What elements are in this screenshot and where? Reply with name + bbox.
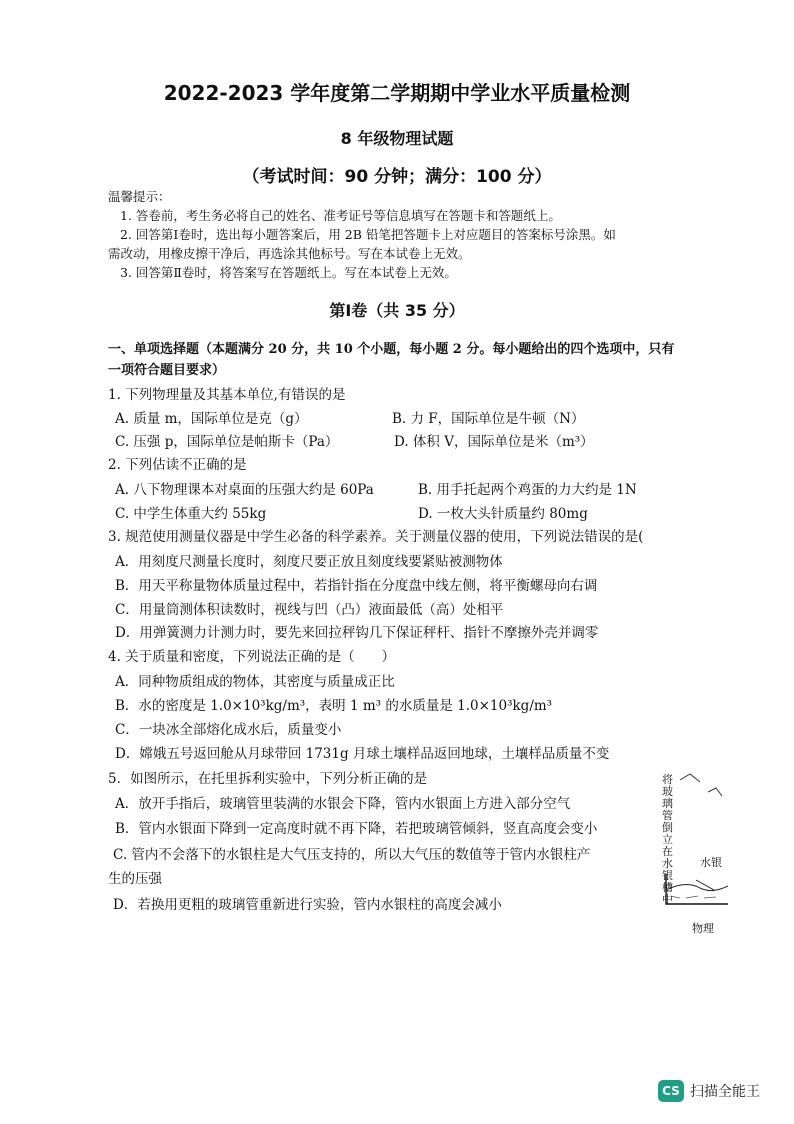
part-heading-line-2: 一项符合题目要求） xyxy=(108,363,226,378)
q2-option-c: C. 中学生体重大约 55kg xyxy=(115,506,267,522)
q3-option-b: B．用天平称量物体质量过程中，若指针指在分度盘中线左侧，将平衡螺母向右调 xyxy=(115,578,598,594)
mercury-label: 水银 xyxy=(700,856,722,869)
q3-option-a: A．用刻度尺测量长度时，刻度尺要正放且刻度线要紧贴被测物体 xyxy=(115,554,503,570)
q1-option-c: C. 压强 p，国际单位是帕斯卡（Pa） xyxy=(115,434,339,450)
camscanner-logo: CS xyxy=(658,1080,684,1102)
exam-info: （考试时间：90 分钟；满分：100 分） xyxy=(242,167,552,187)
q3-option-c: C．用量筒测体积读数时，视线与凹（凸）液面最低（高）处相平 xyxy=(115,602,504,618)
q1-option-a: A. 质量 m，国际单位是克（g） xyxy=(115,411,308,427)
q5-option-a: A．放开手指后，玻璃管里装满的水银会下降，管内水银面上方进入部分空气 xyxy=(115,796,571,812)
q5-option-b: B．管内水银面下降到一定高度时就不再下降，若把玻璃管倾斜，竖直高度会变小 xyxy=(115,821,598,837)
scanner-app-name: 扫描全能王 xyxy=(690,1084,760,1100)
q1-option-d: D. 体积 V，国际单位是米（m³） xyxy=(394,434,594,450)
q1-stem: 1. 下列物理量及其基本单位,有错误的是 xyxy=(108,387,346,403)
q4-option-c: C．一块冰全部熔化成水后，质量变小 xyxy=(115,722,342,738)
tip-line-1: 1. 答卷前，考生务必将自己的姓名、准考证号等信息填写在答题卡和答题纸上。 xyxy=(120,208,561,223)
tip-line-3: 需改动，用橡皮擦干净后，再选涂其他标号。写在本试卷上无效。 xyxy=(108,246,471,261)
q2-option-b: B. 用手托起两个鸡蛋的力大约是 1N xyxy=(418,482,637,498)
scanner-badge xyxy=(658,1080,760,1102)
page-footer-cut: 物理 xyxy=(692,922,714,935)
tip-line-4: 3. 回答第Ⅱ卷时，将答案写在答题纸上。写在本试卷上无效。 xyxy=(120,265,457,280)
exam-subtitle: 8 年级物理试题 xyxy=(340,129,454,148)
q2-stem: 2. 下列估读不正确的是 xyxy=(108,457,247,473)
q5-option-c-line-2: 生的压强 xyxy=(108,871,162,887)
q2-option-a: A. 八下物理课本对桌面的压强大约是 60Pa xyxy=(115,482,374,498)
q5-option-d: D．若换用更粗的玻璃管重新进行实验，管内水银柱的高度会减小 xyxy=(113,897,502,913)
tips-heading: 温馨提示： xyxy=(108,189,171,204)
section-title: 第Ⅰ卷（共 35 分） xyxy=(329,301,465,320)
q4-option-d: D．嫦娥五号返回舱从月球带回 1731g 月球土壤样品返回地球，土壤样品质量不变 xyxy=(115,746,610,762)
q4-option-a: A．同种物质组成的物体，其密度与质量成正比 xyxy=(115,674,395,690)
q1-option-b: B. 力 F，国际单位是牛顿（N） xyxy=(392,411,585,427)
q4-option-b: B．水的密度是 1.0×10³kg/m³，表明 1 m³ 的水质量是 1.0×10³kg/m³ xyxy=(115,698,553,714)
q5-stem: 5．如图所示，在托里拆利实验中，下列分析正确的是 xyxy=(108,771,428,787)
exam-title: 2022-2023 学年度第二学期期中学业水平质量检测 xyxy=(163,81,631,105)
q2-option-d: D. 一枚大头针质量约 80mg xyxy=(418,506,588,522)
torricelli-figure xyxy=(656,772,728,942)
q3-stem: 3. 规范使用测量仪器是中学生必备的科学素养。关于测量仪器的使用，下列说法错误的是( xyxy=(108,529,644,545)
tip-line-2: 2. 回答第Ⅰ卷时，选出每小题答案后，用 2B 铅笔把答题卡上对应题目的答案标号涂黑。如 xyxy=(120,227,616,242)
figure-caption-vertical: 将玻璃管倒立在水银槽中 xyxy=(662,773,673,906)
q4-stem: 4. 关于质量和密度，下列说法正确的是（ ） xyxy=(108,649,396,665)
q3-option-d: D．用弹簧测力计测力时，要先来回拉秤钩几下保证秤杆、指针不摩擦外壳并调零 xyxy=(115,625,599,641)
part-heading-line-1: 一、单项选择题（本题满分 20 分，共 10 个小题，每小题 2 分。每小题给出的四个选项中，只有 xyxy=(108,342,675,357)
q5-option-c-line-1: C. 管内不会落下的水银柱是大气压支持的，所以大气压的数值等于管内水银柱产 xyxy=(113,847,591,863)
